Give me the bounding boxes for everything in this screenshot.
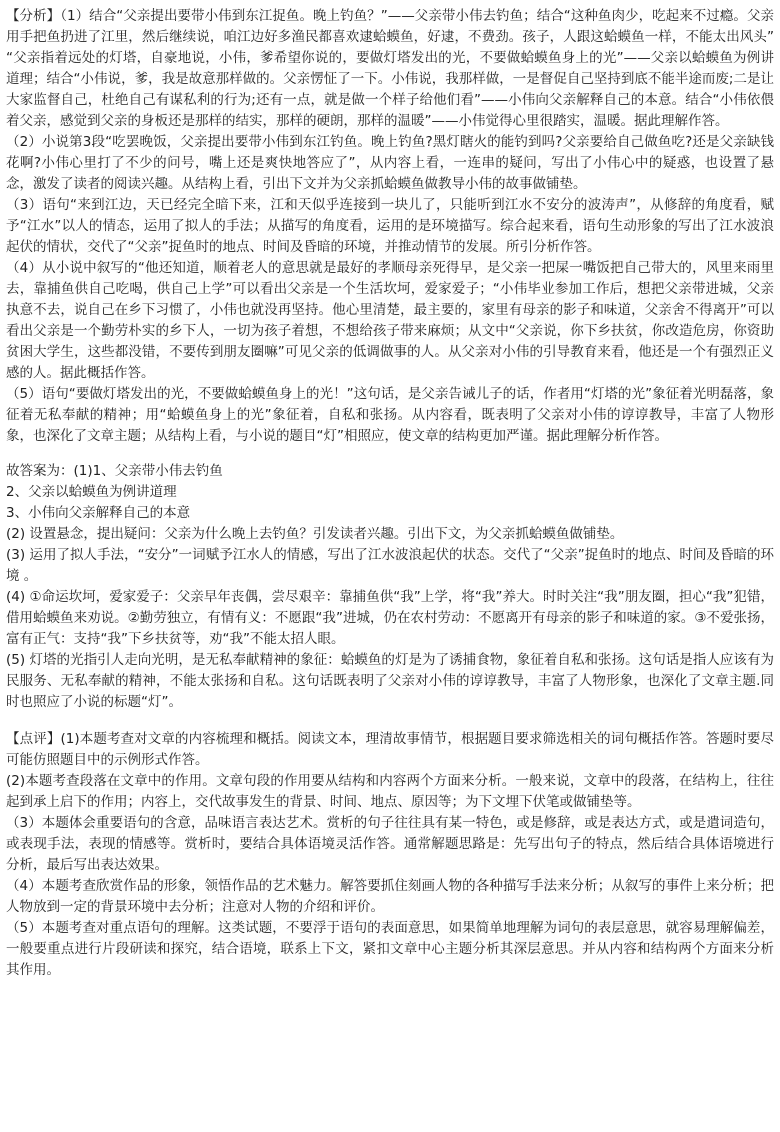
answer-line-1: 故答案为：(1)1、父亲带小伟去钓鱼	[6, 463, 223, 479]
review-section	[6, 729, 774, 981]
section-spacer	[6, 713, 774, 729]
answer-line-5: (3) 运用了拟人手法，“安分”一词赋予江水人的情感，写出了江水波浪起伏的状态。交代了“父亲”捉鱼时的地点、时间及昏暗的环境 。	[6, 547, 774, 584]
analysis-paragraph-4: （4）从小说中叙写的“他还知道，顺着老人的意思就是最好的孝顺母亲死得早，是父亲一把屎一嘴饭把自己带大的，风里来雨里去，靠捕鱼供自己吃喝，供自己上学”可以看出父亲是一个生活坎坷，爱家爱子；“小伟毕业参加工作后，想把父亲带进城，父亲执意不去，说自己在乡下习惯了，小伟也就没再坚持。他心里清楚，最主要的，家里有母亲的影子和味道，父亲舍不得离开”可以看出父亲是一个勤劳朴实的乡下人，一切为孩子着想，不想给孩子带来麻烦；从文中“父亲说，你下乡扶贫，你改造危房，你资助贫困大学生，这些都没错，不要传到朋友圈嘛”可见父亲的低调做事的人。从父亲对小伟的引导教育来看，他还是一个有强烈正义感的人。据此概括作答。	[6, 260, 774, 381]
analysis-paragraph-2: （2）小说第3段“吃罢晚饭，父亲提出要带小伟到东江钓鱼。晚上钓鱼?黑灯瞎火的能钓到吗?父亲要给自己做鱼吃?还是父亲缺钱花啊?小伟心里打了不少的问号，嘴上还是爽快地答应了”，从内容上看，一连串的疑问，写出了小伟心中的疑惑，也设置了悬念，激发了读者的阅读兴趣。从结构上看，引出下文并为父亲抓蛤蟆鱼做教导小伟的故事做铺垫。	[6, 134, 774, 192]
answer-line-2: 2、父亲以蛤蟆鱼为例讲道理	[6, 484, 177, 500]
review-text-1: (1)本题考查对文章的内容梳理和概括。阅读文本，理清故事情节，根据题目要求筛选相关的词句概括作答。答题时要尽可能仿照题目中的示例形式作答。	[6, 731, 775, 768]
answer-line-6: (4) ①命运坎坷，爱家爱子：父亲早年丧偶，尝尽艰辛：靠捕鱼供“我”上学，将“我”养大。时时关注“我”朋友圈，担心“我”犯错，借用蛤蟆鱼来劝说。②勤劳独立，有情有义：不愿跟“我”进城，仍在农村劳动：不愿离开有母亲的影子和味道的家。③不爱张扬，富有正气：支持“我”下乡扶贫等，劝“我”不能太招人眼。	[6, 589, 774, 647]
analysis-section	[6, 6, 774, 447]
review-paragraph-5: （5）本题考查对重点语句的理解。这类试题，不要浮于语句的表面意思，如果简单地理解为词句的表层意思，就容易理解偏差，一般要重点进行片段研读和探究，结合语境，联系上下文，紧扣文章中心主题分析其深层意思。并从内容和结构两个方面来分析其作用。	[6, 920, 774, 978]
review-label: 【点评】	[6, 731, 61, 747]
analysis-label: 【分析】	[6, 8, 61, 24]
answer-line-3: 3、小伟向父亲解释自己的本意	[6, 505, 191, 521]
review-paragraph-3: （3）本题体会重要语句的含意，品味语言表达艺术。赏析的句子往往具有某一特色，或是修辞，或是表达方式，或是遣词造句，或表现手法，表现的情感等。赏析时，要结合具体语境灵活作答。通常解题思路是：先写出句子的特点，然后结合具体语境进行分析，最后写出表达效果。	[6, 815, 774, 873]
answer-line-7: (5) 灯塔的光指引人走向光明，是无私奉献精神的象征：蛤蟆鱼的灯是为了诱捕食物，象征着自私和张扬。这句话是指人应该有为民服务、无私奉献的精神，不能太张扬和自私。这句话既表明了父亲对小伟的谆谆教导，丰富了人物形象，也深化了文章主题.同时也照应了小说的标题“灯”。	[6, 652, 774, 710]
answer-section	[6, 461, 774, 713]
analysis-paragraph-5: （5）语句“要做灯塔发出的光，不要做蛤蟆鱼身上的光！”这句话，是父亲告诫儿子的话，作者用“灯塔的光”象征着光明磊落，象征着无私奉献的精神；用“蛤蟆鱼身上的光”象征着，自私和张扬。从内容看，既表明了父亲对小伟的谆谆教导，丰富了人物形象，也深化了文章主题；从结构上看，与小说的题目“灯”相照应，使文章的结构更加严谨。据此理解分析作答。	[6, 386, 774, 444]
review-paragraph-1	[6, 729, 774, 771]
review-paragraph-4: （4）本题考查欣赏作品的形象，领悟作品的艺术魅力。解答要抓住刻画人物的各种描写手法来分析；从叙写的事件上来分析；把人物放到一定的背景环境中去分析；注意对人物的介绍和评价。	[6, 878, 774, 915]
analysis-paragraph-3: （3）语句“来到江边，天已经完全暗下来，江和天似乎连接到一块儿了，只能听到江水不安分的波涛声”，从修辞的角度看，赋予“江水”以人的情态，运用了拟人的手法；从描写的角度看，运用的是环境描写。综合起来看，语句生动形象的写出了江水波浪起伏的情状，交代了“父亲”捉鱼时的地点、时间及昏暗的环境，并推动情节的发展。所引分析作答。	[6, 197, 774, 255]
answer-line-4: (2) 设置悬念，提出疑问：父亲为什么晚上去钓鱼？引发读者兴趣。引出下文，为父亲抓蛤蟆鱼做铺垫。	[6, 526, 624, 542]
review-paragraph-2: (2)本题考查段落在文章中的作用。文章句段的作用要从结构和内容两个方面来分析。一般来说，文章中的段落，在结构上，往往起到承上启下的作用；内容上，交代故事发生的背景、时间、地点、原因等；为下文埋下伏笔或做铺垫等。	[6, 773, 774, 810]
section-spacer	[6, 447, 774, 461]
analysis-text-1: （1）结合“父亲提出要带小伟到东江捉鱼。晚上钓鱼？”——父亲带小伟去钓鱼；结合“这种鱼肉少，吃起来不过瘾。父亲用手把鱼扔进了江里，然后继续说，咱江边好多渔民都喜欢逮蛤蟆鱼，好逮，不费劲。孩子，人跟这蛤蟆鱼一样，不能太出风头” “父亲指着远处的灯塔，自豪地说，小伟，爹希望你说的，要做灯塔发出的光，不要做蛤蟆鱼身上的光”——父亲以蛤蟆鱼为例讲道理；结合“小伟说，爹，我是故意那样做的。父亲愣怔了一下。小伟说，我那样做，一是督促自己坚持到底不能半途而废;二是让大家监督自己，杜绝自己有谋私利的行为;还有一点，就是做一个样子给他们看”——小伟向父亲解释自己的本意。结合“小伟依偎着父亲，感觉到父亲的身板还是那样的结实，那样的硬朗，那样的温暖”——小伟觉得心里很踏实，温暖。据此理解作答。	[6, 8, 775, 129]
analysis-paragraph-1	[6, 6, 774, 132]
